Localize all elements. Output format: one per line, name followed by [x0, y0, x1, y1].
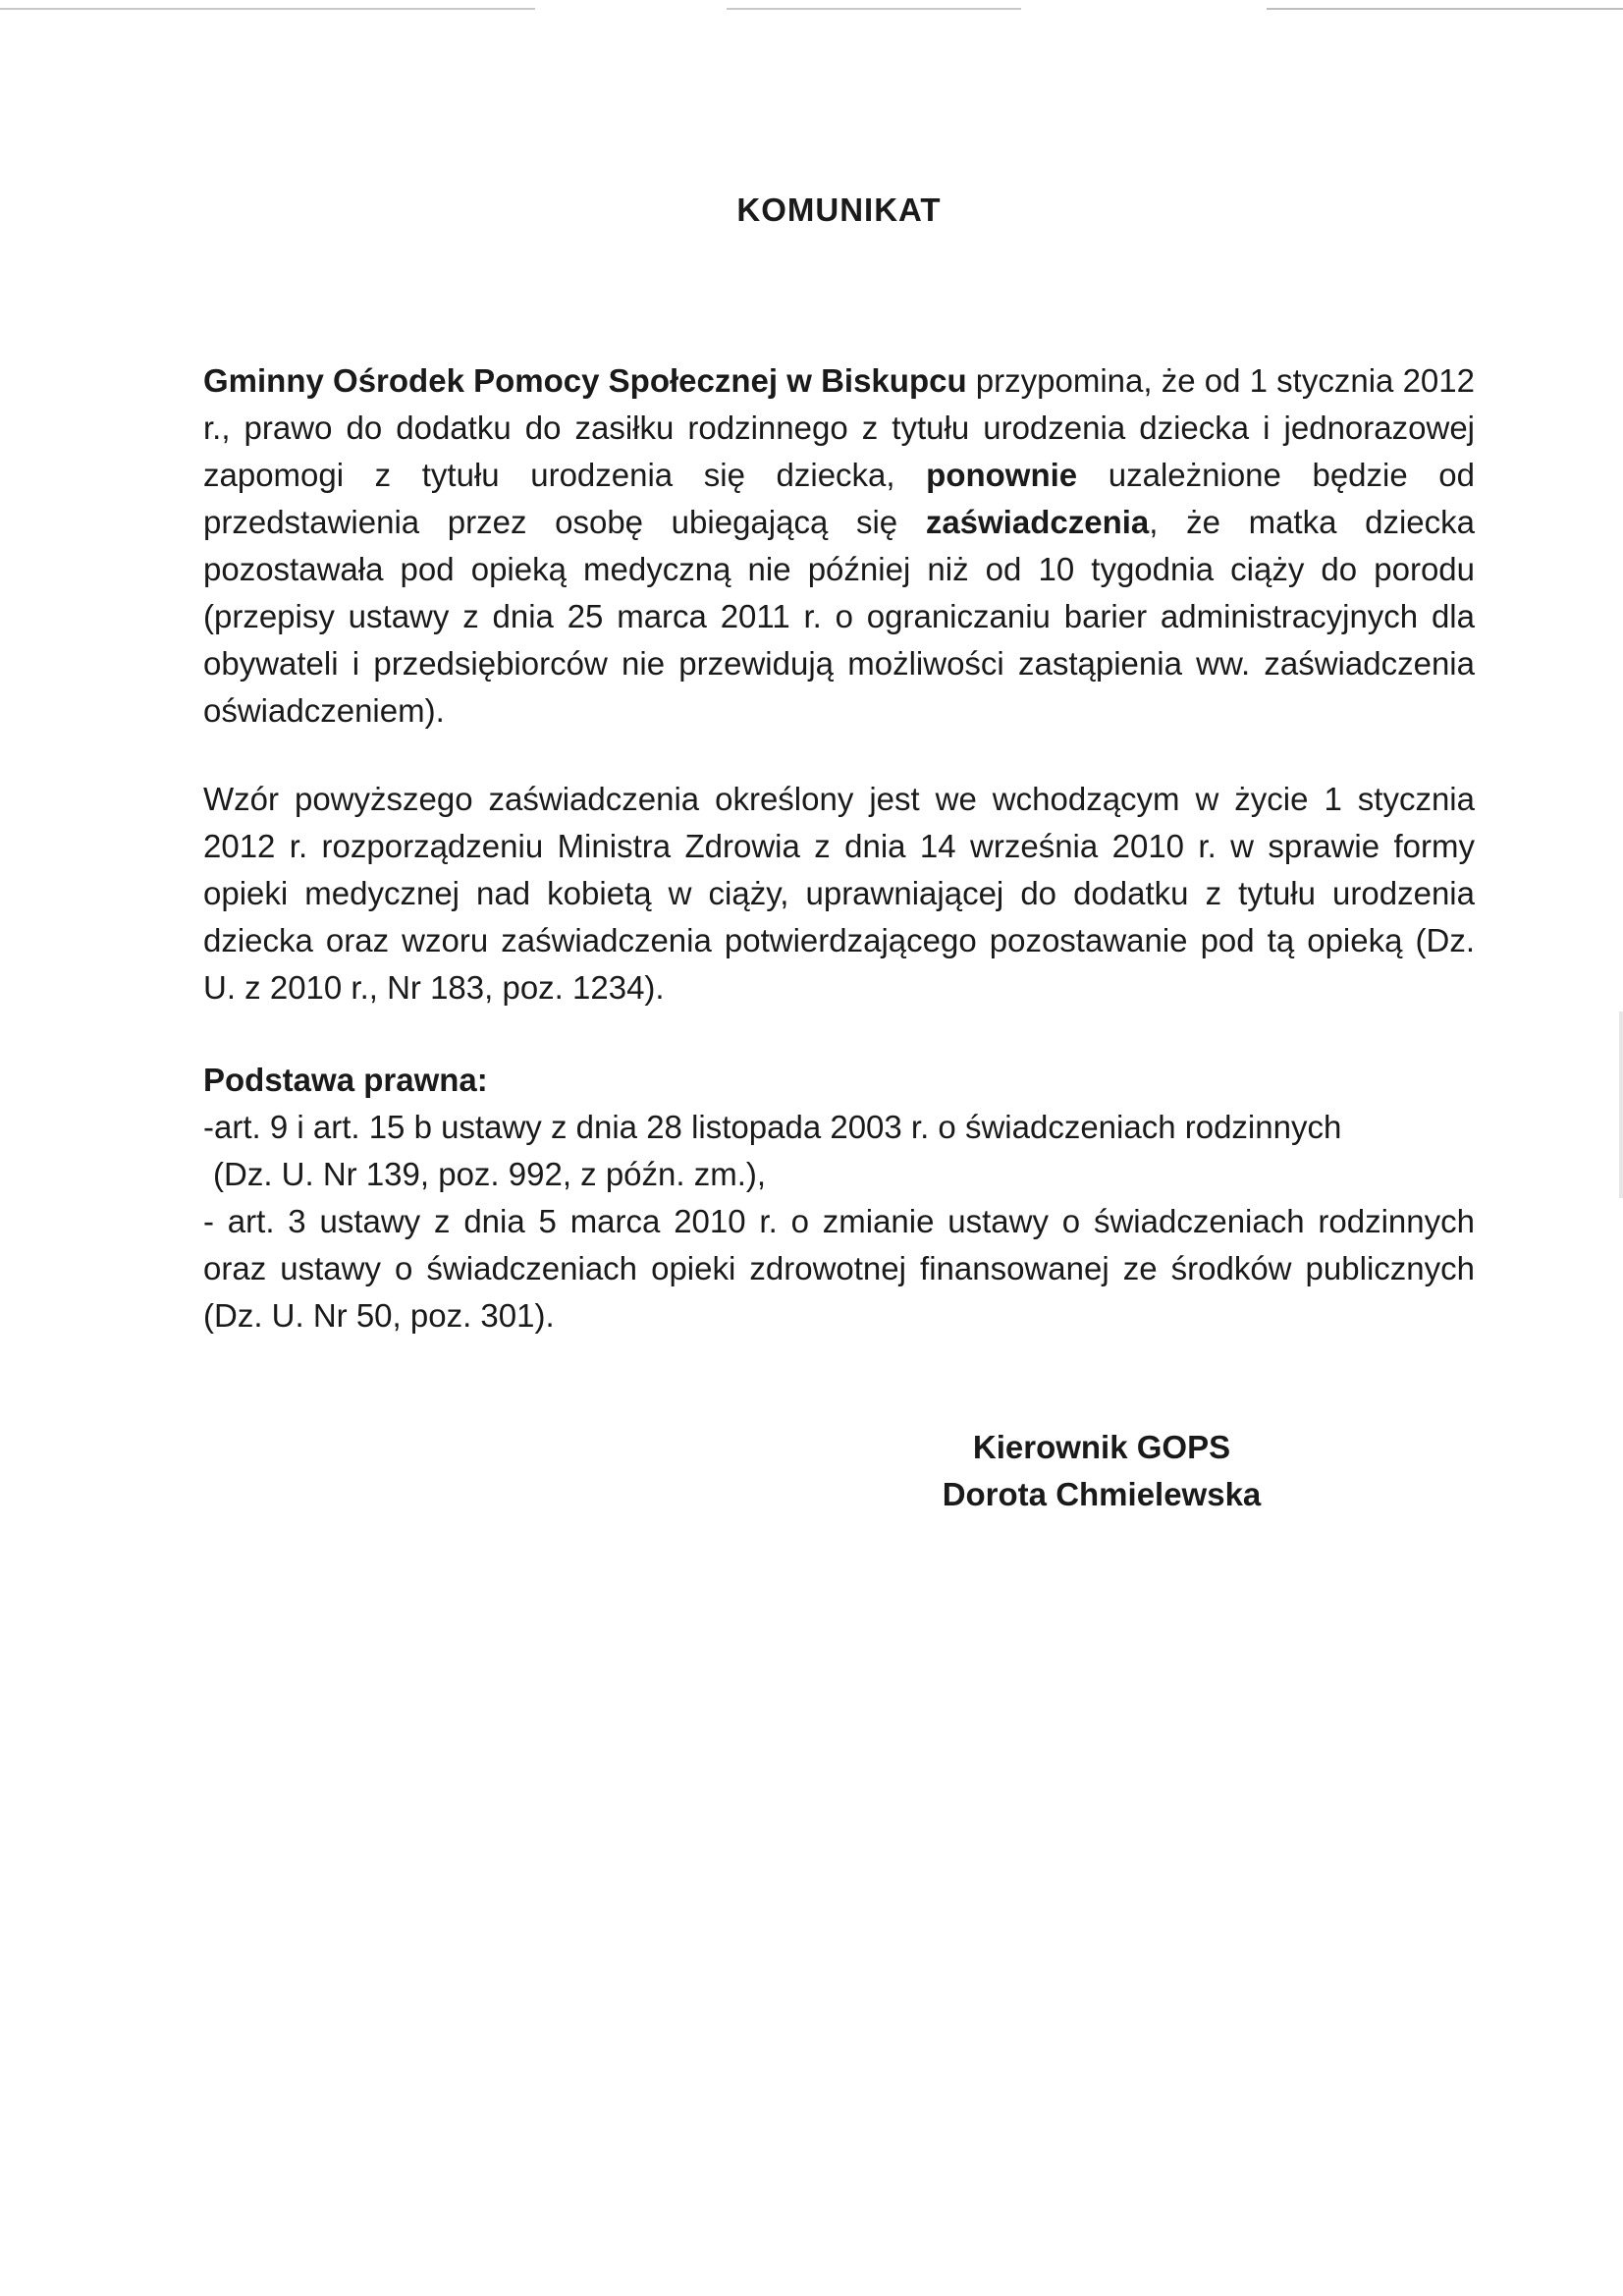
paragraph-text: uzależnione będzie od przedstawienia przez osobę ubiegającą się: [203, 457, 1476, 540]
template-info-paragraph: Wzór powyższego zaświadczenia określony jest we wchodzącym w życie 1 stycznia 2012 r. rozporządzeniu Ministra Zdrowia z dnia 14 września 2010 r. w sprawie formy opieki medycznej nad kobietą w ciąży, uprawniającej do dodatku z tytułu urodzenia dziecka oraz wzoru zaświadczenia potwierdzającego pozostawanie pod tą opieką (Dz. U. z 2010 r., Nr 183, poz. 1234).: [203, 781, 1475, 1006]
scan-artifact-line: [1267, 8, 1623, 10]
signature-name: Dorota Chmielewska: [942, 1476, 1262, 1512]
scan-artifact-line: [727, 8, 1021, 10]
signature-role: Kierownik GOPS: [972, 1429, 1231, 1465]
document-title: KOMUNIKAT: [736, 191, 942, 228]
announcement-paragraph: [203, 357, 1475, 735]
legal-basis-item: (Dz. U. Nr 139, poz. 992, z późn. zm.),: [213, 1156, 767, 1192]
legal-basis-item: - art. 3 ustawy z dnia 5 marca 2010 r. o zmianie ustawy o świadczeniach rodzinnych oraz ustawy o świadczeniach opieki zdrowotnej finansowanej ze środków publicznych (Dz. U. Nr 50, poz. 301).: [203, 1203, 1475, 1334]
paragraph-text: , że matka dziecka pozostawała pod opieką medyczną nie później niż od 10 tygodnia ciąży do porodu (przepisy ustawy z dnia 25 marca 2011 r. o ograniczaniu barier administracyjnych dla obywateli i przedsiębiorców nie przewidują możliwości zastąpienia ww. zaświadczenia oświadczeniem).: [203, 504, 1475, 729]
organization-name: Gminny Ośrodek Pomocy Społecznej w Biskupcu: [203, 362, 967, 399]
legal-basis-section: [203, 1057, 1475, 1339]
emphasis-zaswiadczenia: zaświadczenia: [925, 504, 1150, 540]
scan-artifact-line: [0, 8, 535, 10]
paragraph-text: przypomina, że od 1 stycznia 2012 r., prawo do dodatku do zasiłku rodzinnego z tytułu urodzenia dziecka i jednorazowej zapomogi z tytułu urodzenia się dziecka,: [203, 362, 1475, 493]
emphasis-ponownie: ponownie: [926, 457, 1078, 493]
signature-block: [925, 1424, 1278, 1518]
legal-basis-item: -art. 9 i art. 15 b ustawy z dnia 28 listopada 2003 r. o świadczeniach rodzinnych: [203, 1109, 1342, 1145]
legal-basis-heading: Podstawa prawna:: [203, 1062, 488, 1098]
scan-artifact-edge: [1619, 1011, 1623, 1198]
